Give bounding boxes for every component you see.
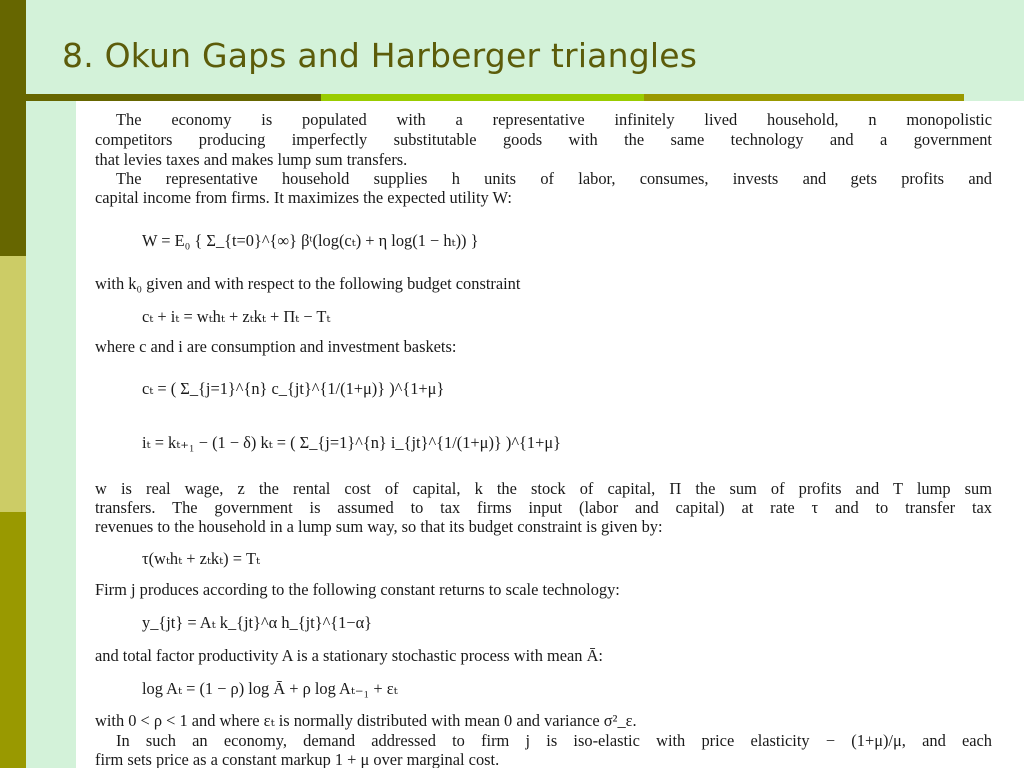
title-underline-segment — [644, 94, 964, 101]
production-equation: y_{jt} = Aₜ k_{jt}^α h_{jt}^{1−α} — [142, 613, 373, 632]
budget-equation: cₜ + iₜ = wₜhₜ + zₜkₜ + Πₜ − Tₜ — [142, 307, 331, 326]
paragraph-1-line-1: The economy is populated with a representative infinitely lived household, n monopolistic — [116, 110, 992, 129]
paragraph-8-line-3: firm sets price as a constant markup 1 + μ over marginal cost. — [95, 750, 500, 768]
tax-equation: τ(wₜhₜ + zₜkₜ) = Tₜ — [142, 549, 261, 568]
paragraph-8-line-1: with 0 < ρ < 1 and where εₜ is normally distributed with mean 0 and variance σ²_ε. — [95, 711, 637, 730]
document-image — [76, 101, 1024, 768]
left-stripe-bottom — [0, 512, 26, 768]
paragraph-5-line-3: revenues to the household in a lump sum way, so that its budget constraint is given by: — [95, 517, 663, 536]
paragraph-5-line-1: w is real wage, z the rental cost of capital, k the stock of capital, Π the sum of profits and T lump sum — [95, 479, 992, 498]
paragraph-7: and total factor productivity A is a stationary stochastic process with mean Ā: — [95, 646, 603, 665]
paragraph-1-line-2: competitors producing imperfectly substitutable goods with the same technology and a government — [95, 130, 992, 149]
slide-title: 8. Okun Gaps and Harberger triangles — [62, 36, 698, 75]
paragraph-5-line-2: transfers. The government is assumed to tax firms input (labor and capital) at rate τ and to transfer tax — [95, 498, 992, 517]
paragraph-8-line-2: In such an economy, demand addressed to firm j is iso-elastic with price elasticity − (1+μ)/μ, and each — [116, 731, 992, 750]
paragraph-4: where c and i are consumption and investment baskets: — [95, 337, 457, 356]
paragraph-6: Firm j produces according to the following constant returns to scale technology: — [95, 580, 620, 599]
paragraph-3: with k₀ given and with respect to the following budget constraint — [95, 274, 521, 293]
utility-equation: W = E₀ { Σ_{t=0}^{∞} βᵗ(log(cₜ) + η log(1 − hₜ)) } — [142, 231, 479, 250]
consumption-basket-equation: cₜ = ( Σ_{j=1}^{n} c_{jt}^{1/(1+μ)} )^{1+μ} — [142, 379, 445, 398]
paragraph-2-line-1: The representative household supplies h units of labor, consumes, invests and gets profits and — [116, 169, 992, 188]
left-stripe-top — [0, 0, 26, 256]
paragraph-2-line-2: capital income from firms. It maximizes the expected utility W: — [95, 188, 512, 207]
title-underline-segment — [321, 94, 644, 101]
left-stripe-middle — [0, 256, 26, 512]
paragraph-1-line-3: that levies taxes and makes lump sum transfers. — [95, 150, 408, 169]
investment-basket-equation: iₜ = kₜ₊₁ − (1 − δ) kₜ = ( Σ_{j=1}^{n} i_{jt}^{1/(1+μ)} )^{1+μ} — [142, 433, 561, 452]
tfp-equation: log Aₜ = (1 − ρ) log Ā + ρ log Aₜ₋₁ + εₜ — [142, 679, 398, 698]
title-underline-segment — [26, 94, 321, 101]
